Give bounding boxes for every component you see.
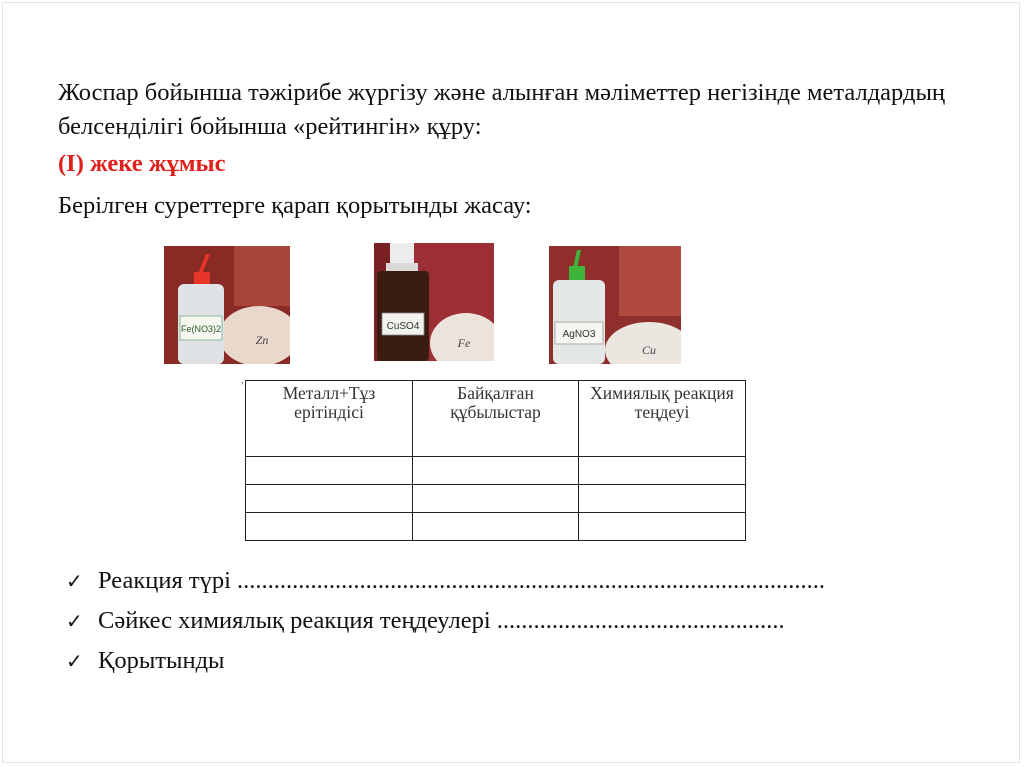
table-cell[interactable] <box>579 513 746 541</box>
checklist <box>66 566 825 686</box>
table-cell[interactable] <box>413 457 579 485</box>
photo-zn-bottle-label: Fe(NO3)2 <box>180 324 222 334</box>
table-cell[interactable] <box>246 485 413 513</box>
task-label: (І) жеке жұмыс <box>58 150 226 177</box>
photo-zn-experiment <box>164 246 290 364</box>
checklist-item-label: Қорытынды <box>98 647 225 674</box>
table-row <box>246 457 746 485</box>
table-cell[interactable] <box>579 457 746 485</box>
checkmark-icon: ✓ <box>66 649 83 673</box>
table-header-observations: Байқалған құбылыстар <box>413 381 579 457</box>
checklist-item-conclusion <box>66 646 825 686</box>
table-header-row <box>246 381 746 457</box>
instruction-text: Берілген суреттерге қарап қорытынды жасау: <box>58 192 532 219</box>
table-cell[interactable] <box>413 485 579 513</box>
photo-fe-bottle-label: CuSO4 <box>386 321 420 332</box>
checkmark-icon: ✓ <box>66 569 83 593</box>
table-row <box>246 485 746 513</box>
intro-text: Жоспар бойынша тәжірибе жүргізу және алынған мәліметтер негізінде металдардың белсенділігі бойынша «рейтингін» құру: <box>58 79 946 140</box>
table-header-metal-salt: Металл+Тұз ерітіндісі <box>246 381 413 457</box>
photo-cu-metal-label: Cu <box>641 343 657 357</box>
table-cell[interactable] <box>246 457 413 485</box>
photo-cu-experiment <box>549 246 681 364</box>
table-header-equation: Химиялық реакция теңдеуі <box>579 381 746 457</box>
table-cell[interactable] <box>579 485 746 513</box>
checkmark-icon: ✓ <box>66 609 83 633</box>
photo-cu-bottle-label: AgNO3 <box>562 329 596 340</box>
table-cell[interactable] <box>413 513 579 541</box>
photo-fe-experiment <box>374 243 494 361</box>
table-corner-mark: , <box>241 375 244 386</box>
photo-zn-metal-label: Zn <box>255 333 269 347</box>
table-cell[interactable] <box>246 513 413 541</box>
checklist-item-label: Реакция түрі ................................................................................................ <box>98 567 826 594</box>
checklist-item-label: Сәйкес химиялық реакция теңдеулері ............................................... <box>98 607 785 634</box>
photo-fe-metal-label: Fe <box>457 336 471 350</box>
results-table <box>245 380 746 541</box>
checklist-item-reaction-type <box>66 566 825 606</box>
checklist-item-equations <box>66 606 825 646</box>
table-row <box>246 513 746 541</box>
